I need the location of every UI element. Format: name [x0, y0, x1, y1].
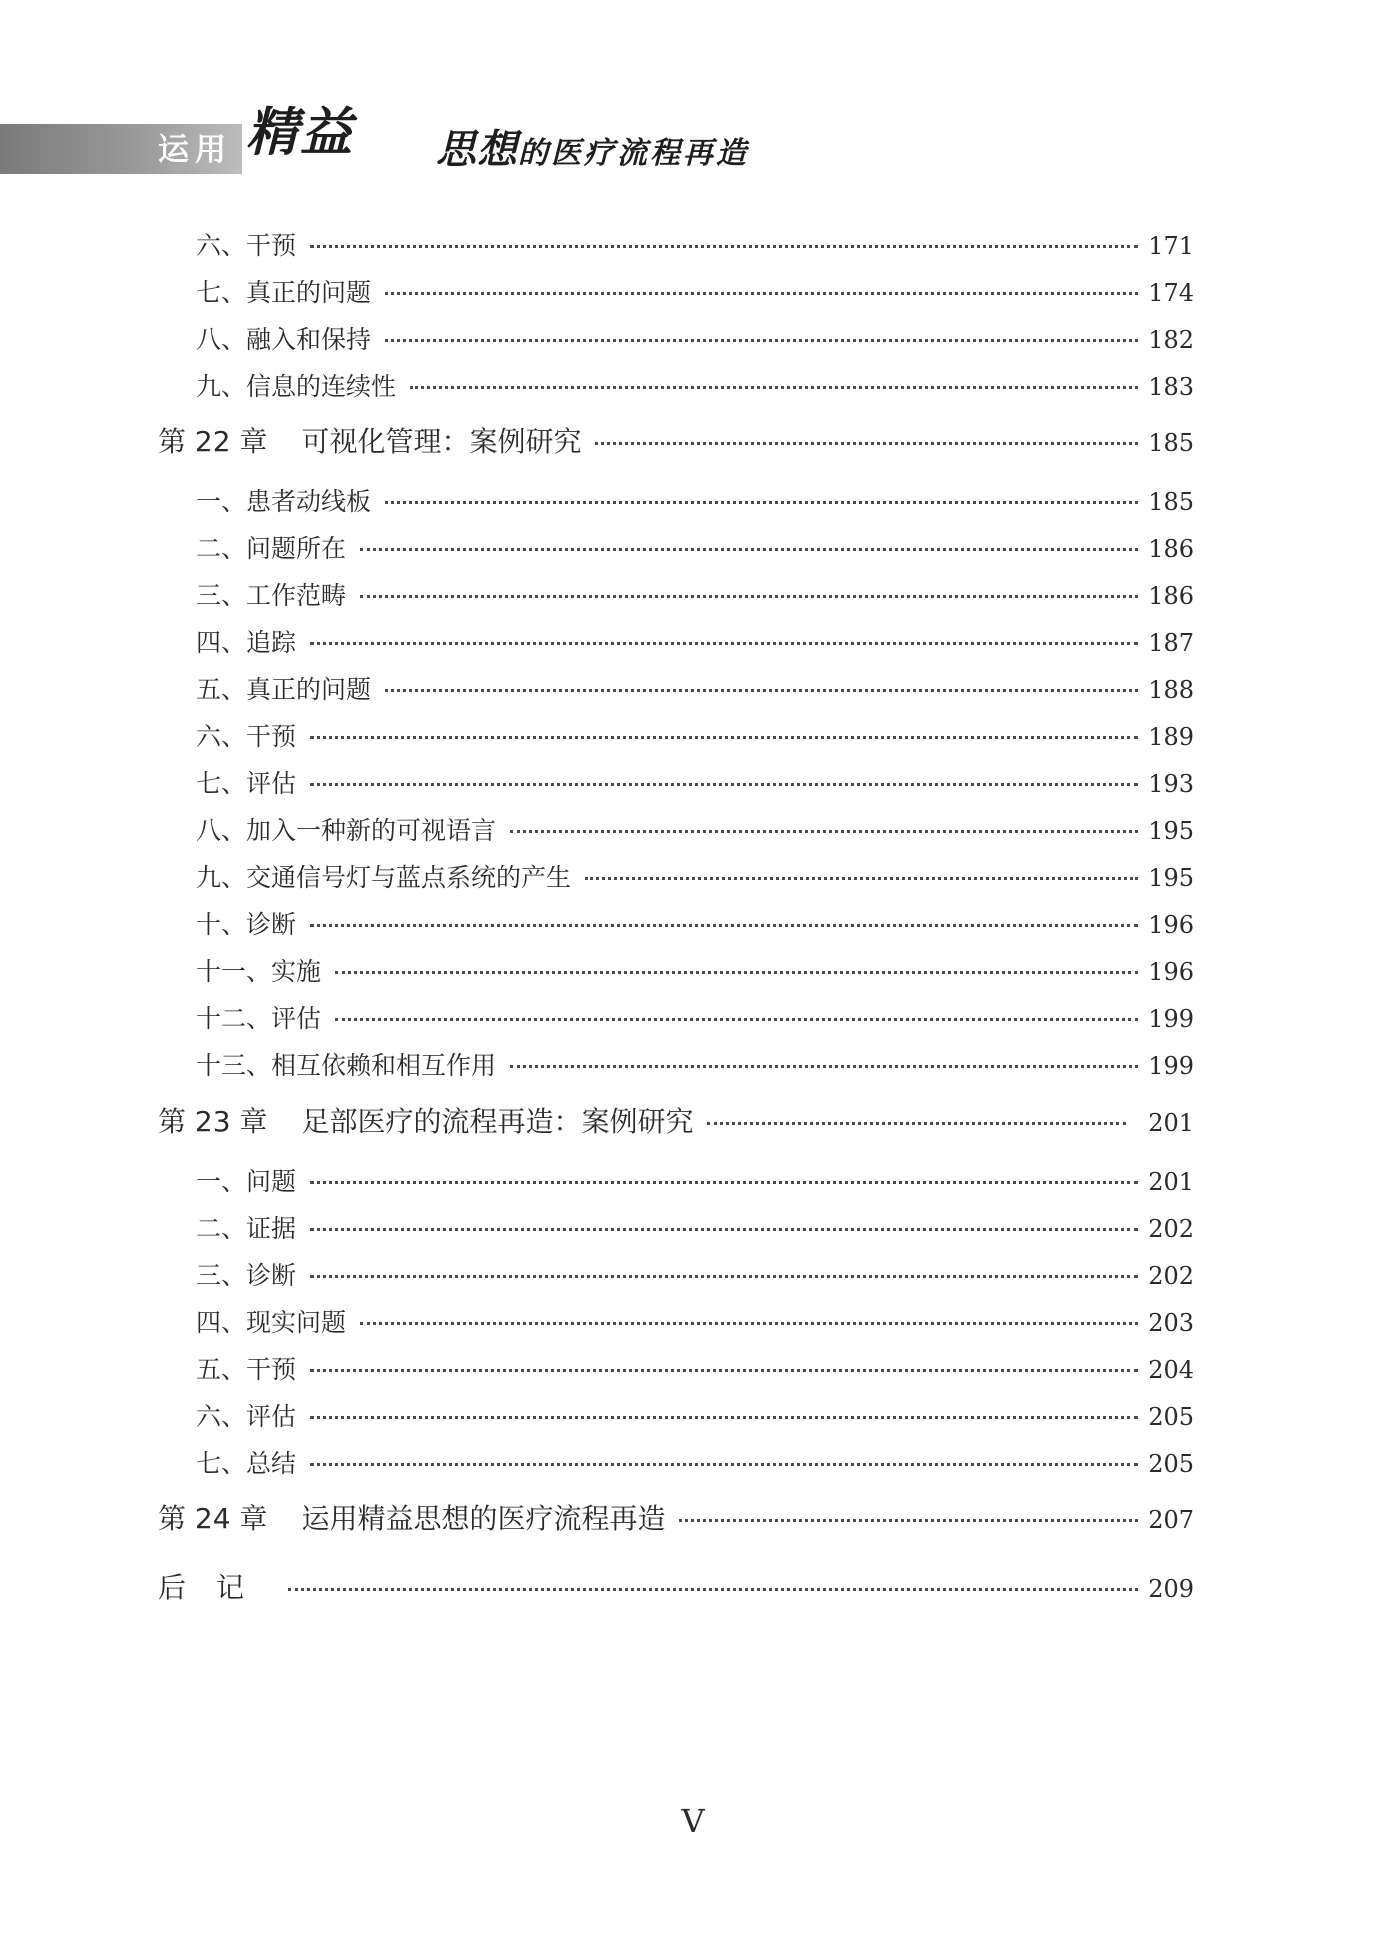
toc-section-row: [196, 999, 1194, 1039]
toc-dot-leader: [310, 1369, 1138, 1372]
toc-dot-leader: [360, 595, 1138, 598]
toc-entry-title: 六、干预: [196, 722, 297, 751]
toc-entry-title: 二、证据: [196, 1214, 297, 1243]
toc-page-number: 209: [1148, 1575, 1194, 1603]
toc-page-number: 205: [1148, 1403, 1194, 1431]
toc-entry-title: 可视化管理：案例研究: [301, 425, 582, 458]
toc-dot-leader: [310, 1416, 1138, 1419]
toc-page-number: 182: [1148, 326, 1194, 354]
toc-section-row: [196, 226, 1194, 266]
toc-entry-title: 二、问题所在: [196, 534, 347, 563]
toc-page-number: 185: [1148, 429, 1194, 457]
toc-entry-title: 十三、相互依赖和相互作用: [196, 1051, 497, 1080]
toc-dot-leader: [385, 292, 1138, 295]
toc-section-row: [196, 367, 1194, 407]
toc-entry-title: 十一、实施: [196, 957, 322, 986]
toc-page-number: 183: [1148, 373, 1194, 401]
toc-dot-leader: [310, 1228, 1138, 1231]
toc-page-number: 207: [1148, 1506, 1194, 1534]
toc-page-number: 203: [1148, 1309, 1194, 1337]
toc-page-number: 199: [1148, 1005, 1194, 1033]
toc-page-number: 193: [1148, 770, 1194, 798]
toc-page-number: 199: [1148, 1052, 1194, 1080]
running-header-title-rest: 的医疗流程再造: [518, 136, 749, 171]
toc-entry-title: 一、问题: [196, 1167, 297, 1196]
toc-section-row: [196, 905, 1194, 945]
toc-section-row: [196, 1444, 1194, 1484]
toc-section-row: [196, 811, 1194, 851]
toc-page-number: 185: [1148, 488, 1194, 516]
toc-entry-title: 后记: [158, 1571, 275, 1604]
toc-entry-title: 七、真正的问题: [196, 278, 372, 307]
toc-page-number: 186: [1148, 582, 1194, 610]
toc-section-row: [196, 1350, 1194, 1390]
toc-entry-title: 四、现实问题: [196, 1308, 347, 1337]
toc-chapter-row: [158, 1100, 1194, 1142]
toc-page-number: 188: [1148, 676, 1194, 704]
toc-chapter-row: [158, 420, 1194, 462]
toc-section-row: [196, 623, 1194, 663]
toc-section-row: [196, 529, 1194, 569]
toc-dot-leader: [310, 642, 1138, 645]
toc-entry-title: 八、融入和保持: [196, 325, 372, 354]
toc-section-row: [196, 717, 1194, 757]
toc-dot-leader: [310, 783, 1138, 786]
toc-chapter-number: 第 24 章: [158, 1502, 268, 1535]
toc-entry-title: 九、信息的连续性: [196, 372, 397, 401]
toc-dot-leader: [707, 1122, 1126, 1125]
toc-section-row: [196, 1046, 1194, 1086]
toc-section-row: [196, 1397, 1194, 1437]
toc-section-row: [196, 858, 1194, 898]
running-header-prefix: 运用: [158, 132, 232, 168]
toc-section-row: [196, 952, 1194, 992]
toc-entry-title: 三、工作范畴: [196, 581, 347, 610]
toc-chapter-number: 第 23 章: [158, 1105, 268, 1138]
toc-dot-leader: [310, 924, 1138, 927]
toc-dot-leader: [360, 1322, 1138, 1325]
toc-page-number: 201: [1148, 1168, 1194, 1196]
toc-entry-title: 四、追踪: [196, 628, 297, 657]
toc-section-row: [196, 1162, 1194, 1202]
toc-page-number: 205: [1148, 1450, 1194, 1478]
toc-page-number: 196: [1148, 958, 1194, 986]
toc-section-row: [196, 670, 1194, 710]
toc-dot-leader: [385, 501, 1138, 504]
toc-entry-title: 五、干预: [196, 1355, 297, 1384]
toc-dot-leader: [360, 548, 1138, 551]
toc-page-number: 204: [1148, 1356, 1194, 1384]
toc-entry-title: 七、评估: [196, 769, 297, 798]
toc-entry-title: 七、总结: [196, 1449, 297, 1478]
toc-page-number: 189: [1148, 723, 1194, 751]
toc-chapter-number: 第 22 章: [158, 425, 268, 458]
toc-entry-title: 十二、评估: [196, 1004, 322, 1033]
toc-section-row: [196, 273, 1194, 313]
toc-dot-leader: [288, 1588, 1138, 1591]
toc-dot-leader: [310, 1181, 1138, 1184]
toc-section-row: [196, 576, 1194, 616]
toc-entry-title: 十、诊断: [196, 910, 297, 939]
toc-dot-leader: [595, 442, 1138, 445]
toc-page-number: 202: [1148, 1262, 1194, 1290]
running-header-title-big: 思想: [436, 126, 518, 173]
toc-dot-leader: [310, 1463, 1138, 1466]
page-number: V: [681, 1802, 705, 1840]
toc-page-number: 196: [1148, 911, 1194, 939]
toc-page-number: 195: [1148, 817, 1194, 845]
toc-entry-title: 九、交通信号灯与蓝点系统的产生: [196, 863, 572, 892]
toc-entry-title: 三、诊断: [196, 1261, 297, 1290]
toc-dot-leader: [335, 1018, 1138, 1021]
toc-section-row: [196, 1256, 1194, 1296]
toc-dot-leader: [310, 245, 1138, 248]
toc-dot-leader: [310, 736, 1138, 739]
toc-dot-leader: [410, 386, 1138, 389]
toc-section-row: [196, 1209, 1194, 1249]
toc-dot-leader: [310, 1275, 1138, 1278]
toc-dot-leader: [335, 971, 1138, 974]
toc-dot-leader: [510, 1065, 1138, 1068]
toc-entry-title: 足部医疗的流程再造：案例研究: [301, 1105, 694, 1138]
toc-dot-leader: [510, 830, 1138, 833]
toc-page-number: 202: [1148, 1215, 1194, 1243]
toc-entry-title: 一、患者动线板: [196, 487, 372, 516]
toc-dot-leader: [385, 339, 1138, 342]
toc-page-number: 187: [1148, 629, 1194, 657]
toc-entry-title: 八、加入一种新的可视语言: [196, 816, 497, 845]
toc-dot-leader: [385, 689, 1138, 692]
toc-page-number: 171: [1148, 232, 1194, 260]
toc-dot-leader: [679, 1519, 1138, 1522]
running-header-script-title: 精益: [246, 102, 355, 163]
toc-entry-title: 六、干预: [196, 231, 297, 260]
toc-entry-title: 五、真正的问题: [196, 675, 372, 704]
toc-page-number: 186: [1148, 535, 1194, 563]
toc-page-number: 195: [1148, 864, 1194, 892]
toc-chapter-row: [158, 1497, 1194, 1539]
toc-page-number: 174: [1148, 279, 1194, 307]
toc-section-row: [196, 320, 1194, 360]
toc-section-row: [196, 1303, 1194, 1343]
toc-entry-title: 运用精益思想的医疗流程再造: [301, 1502, 666, 1535]
toc-entry-title: 六、评估: [196, 1402, 297, 1431]
toc-dot-leader: [585, 877, 1138, 880]
toc-afterword-row: [158, 1566, 1194, 1608]
toc-section-row: [196, 764, 1194, 804]
toc-page-number: 201: [1148, 1109, 1194, 1137]
toc-section-row: [196, 482, 1194, 522]
